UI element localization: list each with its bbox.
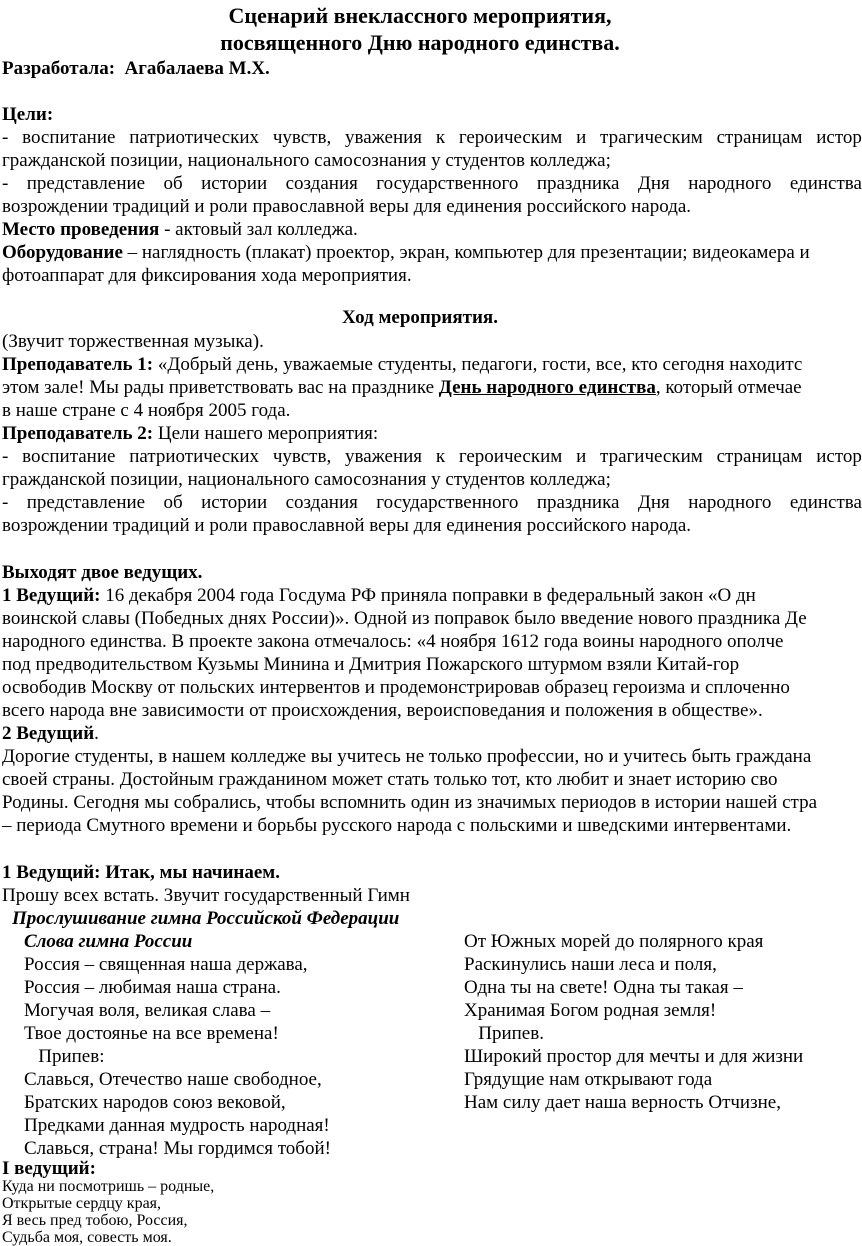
teacher-1-text-a: этом зале! Мы рады приветствовать вас на празднике bbox=[2, 377, 439, 398]
word: чувств, bbox=[272, 127, 332, 148]
goal-2-line-2: возрождении традиций и роли православной веры для единения российского народа. bbox=[2, 196, 692, 217]
word: истории bbox=[201, 492, 268, 513]
teacher-1-line-1 bbox=[2, 354, 802, 376]
anthem-left-line: Предками данная мудрость народная! bbox=[24, 1115, 330, 1136]
anthem-heading: Прослушивание гимна Российской Федерации bbox=[12, 908, 400, 929]
poem-line: Я весь пред тобою, Россия, bbox=[2, 1212, 188, 1229]
word: страницам bbox=[716, 127, 803, 148]
equipment-line-2: фотоаппарат для фиксирования хода мероприятия. bbox=[2, 265, 412, 286]
word: истории bbox=[201, 173, 268, 194]
author-name: Агабалаева М.Х. bbox=[124, 58, 270, 79]
host-2-line-2: своей страны. Достойным гражданином может стать только тот, кто любит и знает историю сво bbox=[2, 769, 778, 790]
host-2-label-line bbox=[2, 723, 99, 745]
equipment-label: Оборудование bbox=[2, 242, 123, 263]
word: Дня bbox=[637, 173, 670, 194]
word: и bbox=[576, 446, 587, 467]
word: и bbox=[576, 127, 587, 148]
anthem-right-line: Широкий простор для мечты и для жизни bbox=[464, 1046, 804, 1067]
author-line bbox=[2, 58, 270, 80]
teacher-2-goal-1-line-1 bbox=[2, 446, 862, 468]
word: праздника bbox=[536, 173, 620, 194]
word: об bbox=[163, 173, 183, 194]
word: - bbox=[2, 127, 9, 148]
author-label: Разработала: bbox=[2, 58, 116, 79]
word: народного bbox=[688, 173, 772, 194]
word: представление bbox=[26, 173, 146, 194]
anthem-right-line: От Южных морей до полярного края bbox=[464, 931, 764, 952]
venue-line bbox=[2, 219, 358, 241]
word: страницам bbox=[716, 446, 803, 467]
word: единства bbox=[789, 492, 862, 513]
teacher-2-label: Преподаватель 2: bbox=[2, 423, 154, 444]
host-1-begin: 1 Ведущий: Итак, мы начинаем. bbox=[2, 862, 280, 883]
anthem-lyrics-heading: Слова гимна России bbox=[24, 931, 193, 952]
word: праздника bbox=[536, 492, 620, 513]
course-heading: Ход мероприятия. bbox=[342, 307, 498, 328]
word: государственного bbox=[376, 492, 519, 513]
goal-2-line-1 bbox=[2, 173, 862, 195]
host-1-line-4: под предводительством Кузьмы Минина и Дмитрия Пожарского штурмом взяли Китай-гор bbox=[2, 654, 740, 675]
teacher-2-goal-2-line-1 bbox=[2, 492, 862, 514]
goal-1-line-1 bbox=[2, 127, 862, 149]
host-1-line-3: народного единства. В проекте закона отмечалось: «4 ноября 1612 года воины народного ополче bbox=[2, 631, 784, 652]
host-1-label: 1 Ведущий: bbox=[2, 585, 101, 606]
document-title-line-1: Сценарий внеклассного мероприятия, bbox=[228, 3, 612, 28]
word: к bbox=[435, 127, 446, 148]
teacher-1-line-2 bbox=[2, 377, 802, 399]
word: трагическим bbox=[600, 446, 703, 467]
hosts-heading: Выходят двое ведущих. bbox=[2, 562, 203, 583]
poem-line: Судьба моя, совесть моя. bbox=[2, 1229, 172, 1246]
teacher-2-text: Цели нашего мероприятия: bbox=[153, 423, 379, 444]
host-2-line-3: Родины. Сегодня мы собрались, чтобы вспомнить один из значимых периодов в истории нашей стра bbox=[2, 792, 817, 813]
word: - bbox=[2, 446, 9, 467]
equipment-text: – наглядность (плакат) проектор, экран, компьютер для презентации; видеокамера и bbox=[122, 242, 810, 263]
host-1-text: 16 декабря 2004 года Госдума РФ приняла поправки в федеральный закон «О дн bbox=[100, 585, 756, 606]
venue-text: - актовый зал колледжа. bbox=[159, 219, 358, 240]
anthem-left-line: Россия – священная наша держава, bbox=[24, 954, 308, 975]
word: единства bbox=[789, 173, 862, 194]
teacher-1-text: «Добрый день, уважаемые студенты, педагоги, гости, все, кто сегодня находитс bbox=[153, 354, 803, 375]
anthem-right-line: Нам силу дает наша верность Отчизне, bbox=[464, 1092, 781, 1113]
word: народного bbox=[688, 492, 772, 513]
poem-line: Куда ни посмотришь – родные, bbox=[2, 1178, 215, 1195]
word: к bbox=[435, 446, 446, 467]
anthem-right-line: Раскинулись наши леса и поля, bbox=[464, 954, 717, 975]
teacher-2-goal-1-line-2: гражданской позиции, национального самосознания у студентов колледжа; bbox=[2, 469, 611, 490]
teacher-2-goal-2-line-2: возрождении традиций и роли православной веры для единения российского народа. bbox=[2, 515, 692, 536]
word: уважения bbox=[344, 127, 423, 148]
word: государственного bbox=[376, 173, 519, 194]
word: уважения bbox=[344, 446, 423, 467]
word: чувств, bbox=[272, 446, 332, 467]
host-I-label: I ведущий: bbox=[2, 1158, 96, 1179]
word: - bbox=[2, 173, 9, 194]
holiday-name: День народного единства bbox=[438, 377, 656, 398]
word: истор bbox=[816, 127, 862, 148]
teacher-1-label: Преподаватель 1: bbox=[2, 354, 154, 375]
anthem-left-line: Россия – любимая наша страна. bbox=[24, 977, 281, 998]
host-1-line-6: всего народа вне зависимости от происхождения, вероисповедания и положения в обществе». bbox=[2, 700, 763, 721]
goal-1-line-2: гражданской позиции, национального самосознания у студентов колледжа; bbox=[2, 150, 611, 171]
host-1-line-5: освободив Москву от польских интервентов и продемонстрировав образец героизма и сплоченно bbox=[2, 677, 790, 698]
word: воспитание bbox=[22, 127, 116, 148]
equipment-line-1 bbox=[2, 242, 810, 264]
anthem-left-line: Припев: bbox=[24, 1046, 105, 1067]
word: трагическим bbox=[600, 127, 703, 148]
word: Дня bbox=[637, 492, 670, 513]
anthem-right-line: Грядущие нам открывают года bbox=[464, 1069, 713, 1090]
anthem-left-line: Славься, Отечество наше свободное, bbox=[24, 1069, 322, 1090]
goals-heading: Цели: bbox=[2, 104, 54, 125]
word: героическим bbox=[458, 127, 563, 148]
word: об bbox=[163, 492, 183, 513]
music-note: (Звучит торжественная музыка). bbox=[2, 331, 264, 352]
word: патриотических bbox=[129, 446, 260, 467]
venue-label: Место проведения bbox=[2, 219, 160, 240]
teacher-2-line bbox=[2, 423, 378, 445]
teacher-1-text-b: , который отмечае bbox=[655, 377, 802, 398]
word: создания bbox=[285, 173, 358, 194]
teacher-1-line-3: в наше стране с 4 ноября 2005 года. bbox=[2, 400, 291, 421]
host-2-line-4: – периода Смутного времени и борьбы русского народа с польскими и шведскими интервентами. bbox=[2, 815, 792, 836]
word: воспитание bbox=[22, 446, 116, 467]
host-2-label: 2 Ведущий bbox=[2, 723, 95, 744]
host-1-line-1 bbox=[2, 585, 756, 607]
word: героическим bbox=[458, 446, 563, 467]
anthem-left-line: Славься, страна! Мы гордимся тобой! bbox=[24, 1138, 331, 1159]
anthem-left-line: Твое достоянье на все времена! bbox=[24, 1023, 279, 1044]
anthem-right-line: Припев. bbox=[464, 1023, 544, 1044]
anthem-right-line: Одна ты на свете! Одна ты такая – bbox=[464, 977, 743, 998]
word: патриотических bbox=[129, 127, 260, 148]
host-2-dot: . bbox=[94, 723, 99, 744]
word: создания bbox=[285, 492, 358, 513]
host-1-line-2: воинской славы (Победных днях России)». Одной из поправок было введение нового праздника Де bbox=[2, 608, 807, 629]
word: истор bbox=[816, 446, 862, 467]
anthem-instruction: Прошу всех встать. Звучит государственный Гимн bbox=[2, 885, 410, 906]
document-title-line-2: посвященного Дню народного единства. bbox=[220, 30, 620, 55]
anthem-right-line: Хранимая Богом родная земля! bbox=[464, 1000, 717, 1021]
poem-line: Открытые сердцу края, bbox=[2, 1195, 162, 1212]
anthem-left-line: Братских народов союз вековой, bbox=[24, 1092, 286, 1113]
word: - bbox=[2, 492, 9, 513]
anthem-left-line: Могучая воля, великая слава – bbox=[24, 1000, 271, 1021]
word: представление bbox=[26, 492, 146, 513]
host-2-line-1: Дорогие студенты, в нашем колледже вы учитесь не только профессии, но и учитесь быть граждана bbox=[2, 746, 812, 767]
